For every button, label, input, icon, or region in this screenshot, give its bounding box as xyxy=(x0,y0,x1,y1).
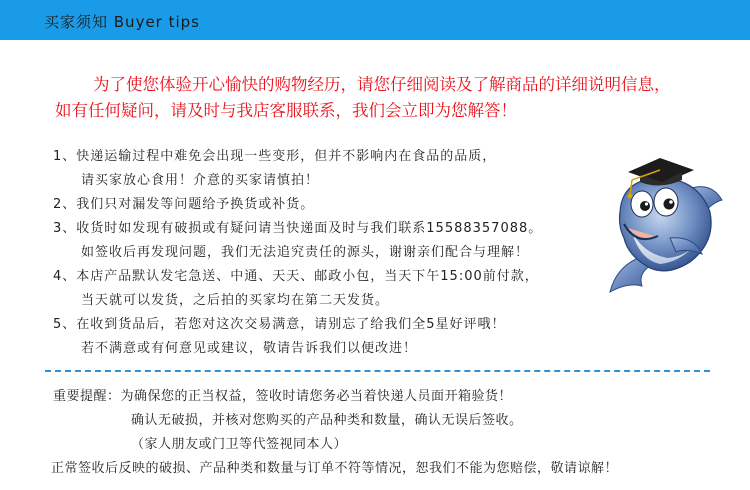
tips-list xyxy=(53,145,613,361)
reminder-line-2: 确认无破损，并核对您购买的产品种类和数量，确认无误后签收。 xyxy=(131,413,523,428)
tip-5: 5、在收到货品后，若您对这次交易满意，请别忘了给我们全5星好评哦！ xyxy=(53,317,506,332)
reminder-line-1: 重要提醒：为确保您的正当权益，签收时请您务必当着快递人员面开箱验货！ xyxy=(53,389,513,404)
tip-1-detail: 请买家放心食用！介意的买家请慎拍！ xyxy=(81,173,320,188)
tip-4-detail: 当天就可以发货，之后拍的买家均在第二天发货。 xyxy=(81,293,390,308)
intro-line-2: 如有任何疑问，请及时与我店客服联系，我们会立即为您解答！ xyxy=(55,101,517,120)
tip-2: 2、我们只对漏发等问题给予换货或补货。 xyxy=(53,197,315,212)
section-divider xyxy=(45,370,710,372)
tip-3-detail: 如签收后再发现问题，我们无法追究责任的源头，谢谢亲们配合与理解！ xyxy=(81,245,530,260)
intro-notice xyxy=(55,72,715,124)
header-bar xyxy=(0,0,750,40)
reminder-line-3: （家人朋友或门卫等代签视同本人） xyxy=(131,437,348,452)
reminder-line-4: 正常签收后反映的破损、产品种类和数量与订单不符等情况，恕我们不能为您赔偿，敬请谅解！ xyxy=(51,461,619,476)
graduate-fish-icon xyxy=(598,150,738,300)
intro-line-1: 为了使您体验开心愉快的购物经历，请您仔细阅读及了解商品的详细说明信息， xyxy=(93,75,671,94)
tip-4: 4、本店产品默认发宅急送、中通、天天、邮政小包，当天下午15:00前付款， xyxy=(53,269,539,284)
header-title: 买家须知 Buyer tips xyxy=(44,13,200,31)
tip-3: 3、收货时如发现有破损或有疑问请当快递面及时与我们联系15588357088。 xyxy=(53,221,543,236)
tip-1: 1、快递运输过程中难免会出现一些变形，但并不影响内在食品的品质， xyxy=(53,149,497,164)
important-reminder xyxy=(53,385,733,481)
tip-5-detail: 若不满意或有何意见或建议，敬请告诉我们以便改进！ xyxy=(81,341,418,356)
